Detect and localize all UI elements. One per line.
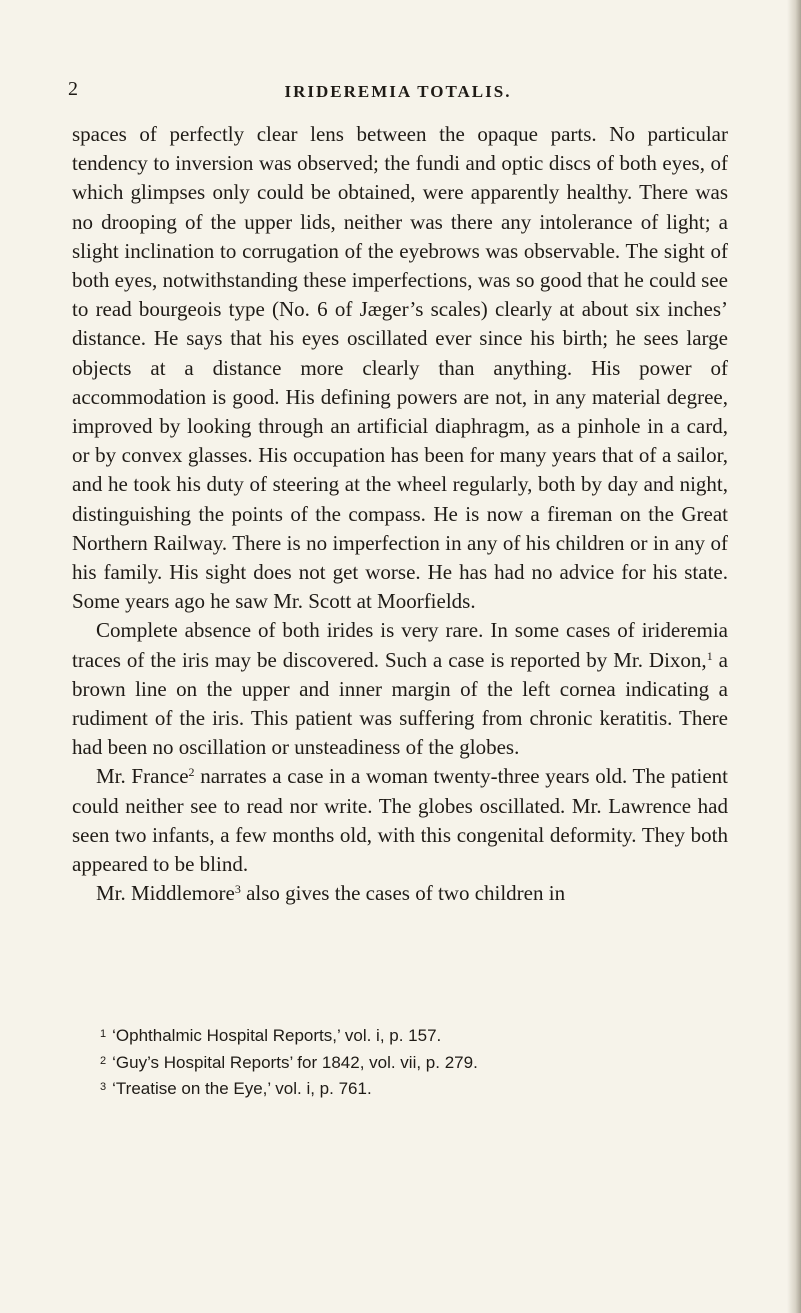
paragraph-text: Mr. France: [96, 764, 189, 789]
footnote-mark: 3: [100, 1081, 107, 1093]
footnotes: [100, 1022, 700, 1102]
footnote-ref-3[interactable]: 3: [234, 882, 241, 897]
paragraph-1: [72, 120, 728, 616]
paragraph-text: Complete absence of both irides is very rare. In some cases of irideremia traces of the iris may be discovered. Such a case is reported by Mr. Dixon,: [72, 618, 728, 672]
paragraph-2: [72, 616, 728, 762]
footnote-text: ‘Ophthalmic Hospital Reports,’ vol. i, p. 157.: [112, 1026, 442, 1045]
footnote-text: ‘Treatise on the Eye,’ vol. i, p. 761.: [112, 1079, 372, 1098]
footnote-ref-2[interactable]: 2: [188, 765, 195, 780]
paragraph-text: a brown line on the upper and inner margin of the left cornea indicating a rudiment of the iris. This patient was suffering from chronic keratitis. There had been no oscillation or unsteadiness of the globes.: [72, 647, 728, 760]
paragraph-text: also gives the cases of two children in: [240, 881, 566, 906]
paragraph-3: [72, 762, 728, 879]
running-head: IRIDEREMIA TOTALIS.: [284, 82, 512, 101]
footnote-mark: 2: [100, 1054, 107, 1067]
page-edge-shadow: [787, 0, 801, 1313]
body-text: [72, 120, 728, 908]
paragraph-text: Mr. Middlemore: [96, 881, 235, 906]
footnote-2: [100, 1049, 700, 1076]
paragraph-text: spaces of perfectly clear lens between the opaque parts. No particular tendency to inversion was observed; the fundi and optic discs of both eyes, of which glimpses only could be obtained, were apparently healthy. There was no drooping of the upper lids, neither was there any intolerance of light; a slight inclination to corrugation of the eyebrows was observable. The sight of both eyes, notwithstanding these imperfections, was so good that he could see to read bourgeois type (No. 6 of Jæger’s scales) clearly at about six inches’ distance. He says that his eyes oscillated ever since his birth; he sees large objects at a distance more clearly than anything. His power of accommodation is good. His defining powers are not, in any material degree, improved by looking through an artificial diaphragm, as a pinhole in a card, or by convex glasses. His occupation has been for many years that of a sailor, and he took his duty of steering at the wheel regularly, both by day and night, distinguishing the points of the compass. He is now a fireman on the Great Northern Railway. There is no imperfection in any of his children or in any of his family. His sight does not get worse. He has had no advice for his state. Some years ago he saw Mr. Scott at Moorfields.: [72, 122, 728, 614]
page-number: 2: [68, 78, 78, 100]
footnote-ref-1[interactable]: 1: [706, 648, 713, 663]
footnote-mark: 1: [100, 1028, 107, 1040]
footnote-1: [100, 1022, 700, 1049]
page-header: [68, 78, 728, 108]
footnote-3: [100, 1075, 700, 1102]
paragraph-4: [72, 879, 728, 908]
paragraph-text: narrates a case in a woman twenty-three years old. The patient could neither see to read nor write. The globes oscillated. Mr. Lawrence had seen two infants, a few months old, with this congenital deformity. They both appeared to be blind.: [72, 764, 728, 877]
footnote-text: ‘Guy’s Hospital Reports’ for 1842, vol. vii, p. 279.: [112, 1052, 478, 1072]
